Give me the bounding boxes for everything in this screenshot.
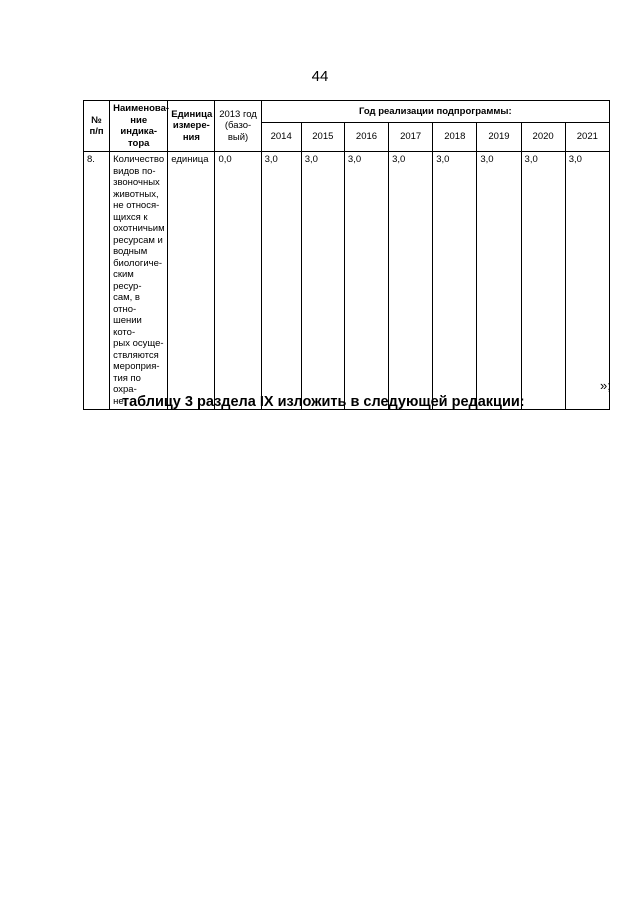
row-unit: единица [168, 152, 215, 410]
header-year: 2014 [261, 122, 301, 151]
row-year-value: 3,0 [389, 152, 433, 410]
header-year: 2019 [477, 122, 521, 151]
page-number: 44 [311, 68, 329, 85]
row-num: 8. [84, 152, 110, 410]
header-year: 2018 [433, 122, 477, 151]
header-year: 2015 [301, 122, 344, 151]
row-base-value: 0,0 [215, 152, 261, 410]
row-year-value: 3,0 [433, 152, 477, 410]
header-year: 2017 [389, 122, 433, 151]
table-row [84, 152, 610, 410]
closing-quote-mark: »; [600, 378, 611, 393]
header-num: № п/п [84, 101, 110, 152]
header-base-year: 2013 год (базо- вый) [215, 101, 261, 152]
header-year: 2016 [344, 122, 388, 151]
header-name: Наименова- ние индика- тора [110, 101, 168, 152]
row-indicator-name: Количество видов по- звоночных животных, не относя- щихся к охотничьим ресурсам и водным биологиче- ским ресур- сам, в отно- шении кото- рых осуще- ствляются мероприя- тия по охра- не [110, 152, 168, 410]
indicator-table [83, 100, 610, 410]
header-years-group: Год реализации подпрограммы: [261, 101, 609, 123]
row-year-value: 3,0 [261, 152, 301, 410]
header-year: 2021 [565, 122, 609, 151]
row-year-value: 3,0 [521, 152, 565, 410]
row-year-value: 3,0 [301, 152, 344, 410]
row-year-value: 3,0 [477, 152, 521, 410]
row-year-value: 3,0 [344, 152, 388, 410]
header-unit: Единица измере- ния [168, 101, 215, 152]
header-year: 2020 [521, 122, 565, 151]
row-year-value: 3,0 [565, 152, 609, 410]
body-paragraph: таблицу 3 раздела IX изложить в следующей редакции: [122, 394, 525, 410]
